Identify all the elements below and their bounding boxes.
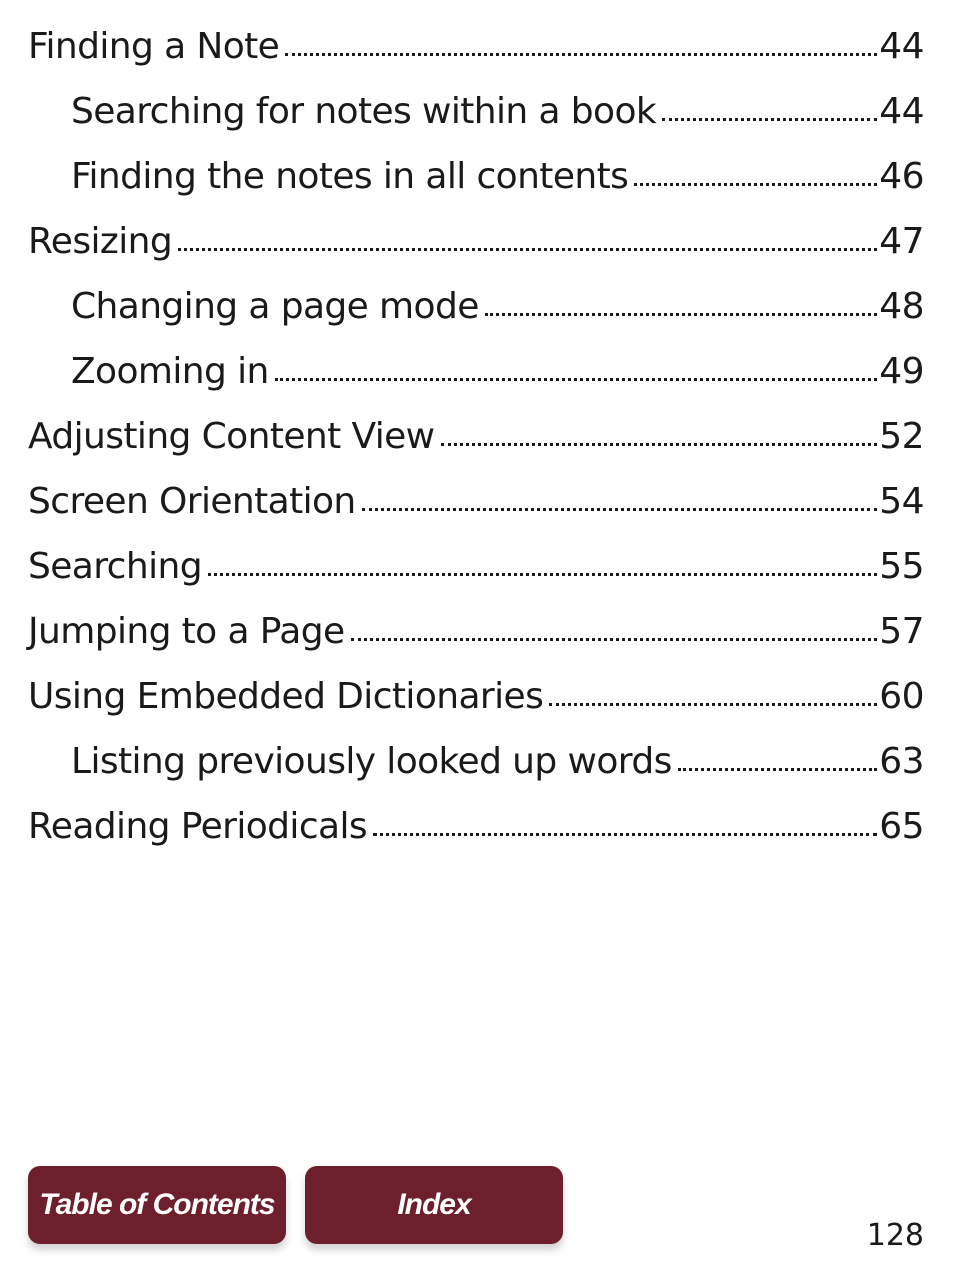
- toc-entry[interactable]: [0, 209, 954, 274]
- toc-dot-leader: [285, 47, 877, 56]
- toc-entry-title: Screen Orientation: [28, 481, 356, 522]
- toc-dot-leader: [678, 762, 877, 771]
- toc-entry[interactable]: [0, 534, 954, 599]
- toc-dot-leader: [485, 307, 877, 316]
- toc-entry[interactable]: [0, 794, 954, 859]
- toc-entry-title: Searching: [28, 546, 202, 587]
- toc-entry-title: Jumping to a Page: [28, 611, 345, 652]
- toc-entry-page: 63: [879, 741, 924, 782]
- toc-entry-page: 65: [879, 806, 924, 847]
- toc-dot-leader: [634, 177, 877, 186]
- toc-entry-title: Listing previously looked up words: [71, 741, 672, 782]
- toc-entry-title: Using Embedded Dictionaries: [28, 676, 544, 717]
- toc-entry[interactable]: [0, 144, 954, 209]
- index-button-label: Index: [397, 1188, 471, 1221]
- toc-entry-page: 44: [879, 26, 924, 67]
- toc-dot-leader: [275, 372, 877, 381]
- toc-entry-title: Resizing: [28, 221, 173, 262]
- table-of-contents-button[interactable]: [28, 1166, 286, 1244]
- toc-entry[interactable]: [0, 469, 954, 534]
- toc-dot-leader: [662, 112, 877, 121]
- toc-dot-leader: [362, 502, 878, 511]
- toc-entry[interactable]: [0, 79, 954, 144]
- toc-entry[interactable]: [0, 664, 954, 729]
- index-button[interactable]: [305, 1166, 563, 1244]
- toc-entry-title: Finding a Note: [28, 26, 280, 67]
- toc-entry[interactable]: [0, 14, 954, 79]
- table-of-contents: [0, 14, 954, 859]
- toc-entry-title: Changing a page mode: [71, 286, 479, 327]
- toc-entry-page: 55: [879, 546, 924, 587]
- toc-entry[interactable]: [0, 339, 954, 404]
- toc-entry-page: 57: [879, 611, 924, 652]
- toc-entry-page: 47: [879, 221, 924, 262]
- toc-entry-page: 46: [879, 156, 924, 197]
- table-of-contents-button-label: Table of Contents: [39, 1188, 275, 1221]
- toc-entry-page: 49: [879, 351, 924, 392]
- toc-entry-title: Adjusting Content View: [28, 416, 435, 457]
- toc-entry[interactable]: [0, 404, 954, 469]
- toc-entry-title: Searching for notes within a book: [71, 91, 657, 132]
- toc-dot-leader: [373, 827, 877, 836]
- toc-dot-leader: [351, 632, 878, 641]
- toc-entry-title: Zooming in: [71, 351, 269, 392]
- toc-entry-page: 60: [879, 676, 924, 717]
- toc-dot-leader: [441, 437, 878, 446]
- toc-entry-page: 44: [879, 91, 924, 132]
- toc-dot-leader: [178, 242, 877, 251]
- toc-dot-leader: [208, 567, 877, 576]
- toc-entry-title: Reading Periodicals: [28, 806, 368, 847]
- toc-entry-page: 52: [879, 416, 924, 457]
- toc-entry-page: 54: [879, 481, 924, 522]
- toc-entry[interactable]: [0, 729, 954, 794]
- toc-entry[interactable]: [0, 599, 954, 664]
- toc-entry-page: 48: [879, 286, 924, 327]
- page-number: 128: [866, 1218, 924, 1253]
- toc-entry-title: Finding the notes in all contents: [71, 156, 629, 197]
- toc-entry[interactable]: [0, 274, 954, 339]
- toc-dot-leader: [549, 697, 877, 706]
